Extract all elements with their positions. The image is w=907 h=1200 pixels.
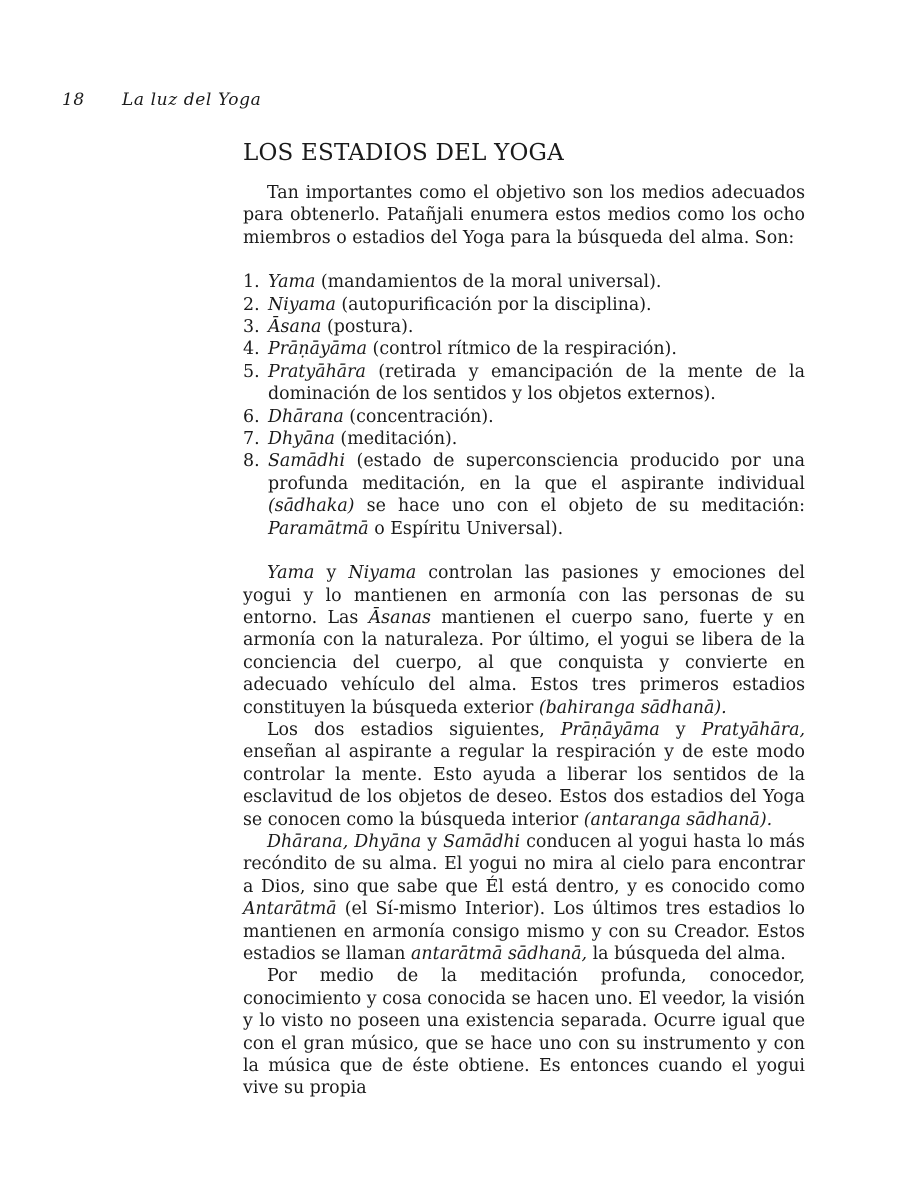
paragraph-meditation: Por medio de la meditación profunda, conocedor, conocimiento y cosa conocida se hacen uno. El veedor, la visión y lo visto no poseen una existencia separada. Ocurre igual que con el gran músico, que se hace uno con su instrumento y con la música que de éste obtiene. Es entonces cuando el yogui vive su propia: [243, 966, 805, 1099]
intro-paragraph: Tan importantes como el objetivo son los medios adecuados para obtenerlo. Patañjali enumera estos medios como los ocho miembros o estadios del Yoga para la búsqueda del alma. Son:: [243, 183, 805, 248]
list-item: 3. Āsana (postura).: [243, 317, 414, 338]
section-title: LOS ESTADIOS DEL YOGA: [243, 140, 564, 166]
page-number: 18: [62, 90, 85, 110]
list-item: 2. Niyama (autopurificación por la disciplina).: [243, 294, 652, 315]
paragraph-soul-quest: Dhārana, Dhyāna y Samādhi conducen al yogui hasta lo más recóndito de su alma. El yogui no mira al cielo para encontrar a Dios, sino que sabe que Él está dentro, y es conocido como Antarātmā (el Sí-mismo Interior). Los últimos tres estadios lo mantienen en armonía consigo mismo y con su Creador. Estos estadios se llaman antarātmā sādhanā, la búsqueda del alma.: [243, 831, 805, 964]
page-body: [243, 182, 805, 1100]
running-title: La luz del Yoga: [122, 90, 262, 110]
list-item: 1. Yama (mandamientos de la moral universal).: [243, 272, 662, 293]
paragraph-inner-quest: Los dos estadios siguientes, Prāṇāyāma y Pratyāhāra, enseñan al aspirante a regular la respiración y de este modo controlar la mente. Esto ayuda a liberar los sentidos de la esclavitud de los objetos de deseo. Estos dos estadios del Yoga se conocen como la búsqueda interior (antaranga sādhanā).: [243, 719, 805, 830]
list-item: 4. Prāṇāyāma (control rítmico de la respiración).: [243, 339, 677, 360]
list-item: 8. Samādhi (estado de superconsciencia producido por una profunda meditación, en la que el aspirante individual (sādhaka) se hace uno con el objeto de su meditación: Paramātmā o Espíritu Universal).: [243, 451, 805, 539]
list-item: 6. Dhārana (concentración).: [243, 406, 494, 427]
paragraph-outer-quest: Yama y Niyama controlan las pasiones y emociones del yogui y lo mantienen en armonía con las personas de su entorno. Las Āsanas mantienen el cuerpo sano, fuerte y en armonía con la naturaleza. Por último, el yogui se libera de la conciencia del cuerpo, al que conquista y convierte en adecuado vehículo del alma. Estos tres primeros estadios constituyen la búsqueda exterior (bahiranga sādhanā).: [243, 563, 805, 718]
list-item: 7. Dhyāna (meditación).: [243, 429, 458, 450]
stages-list: [243, 271, 805, 540]
list-item: 5. Pratyāhāra (retirada y emancipación de la mente de la dominación de los sentidos y los objetos externos).: [243, 361, 805, 405]
running-header: [62, 90, 261, 110]
